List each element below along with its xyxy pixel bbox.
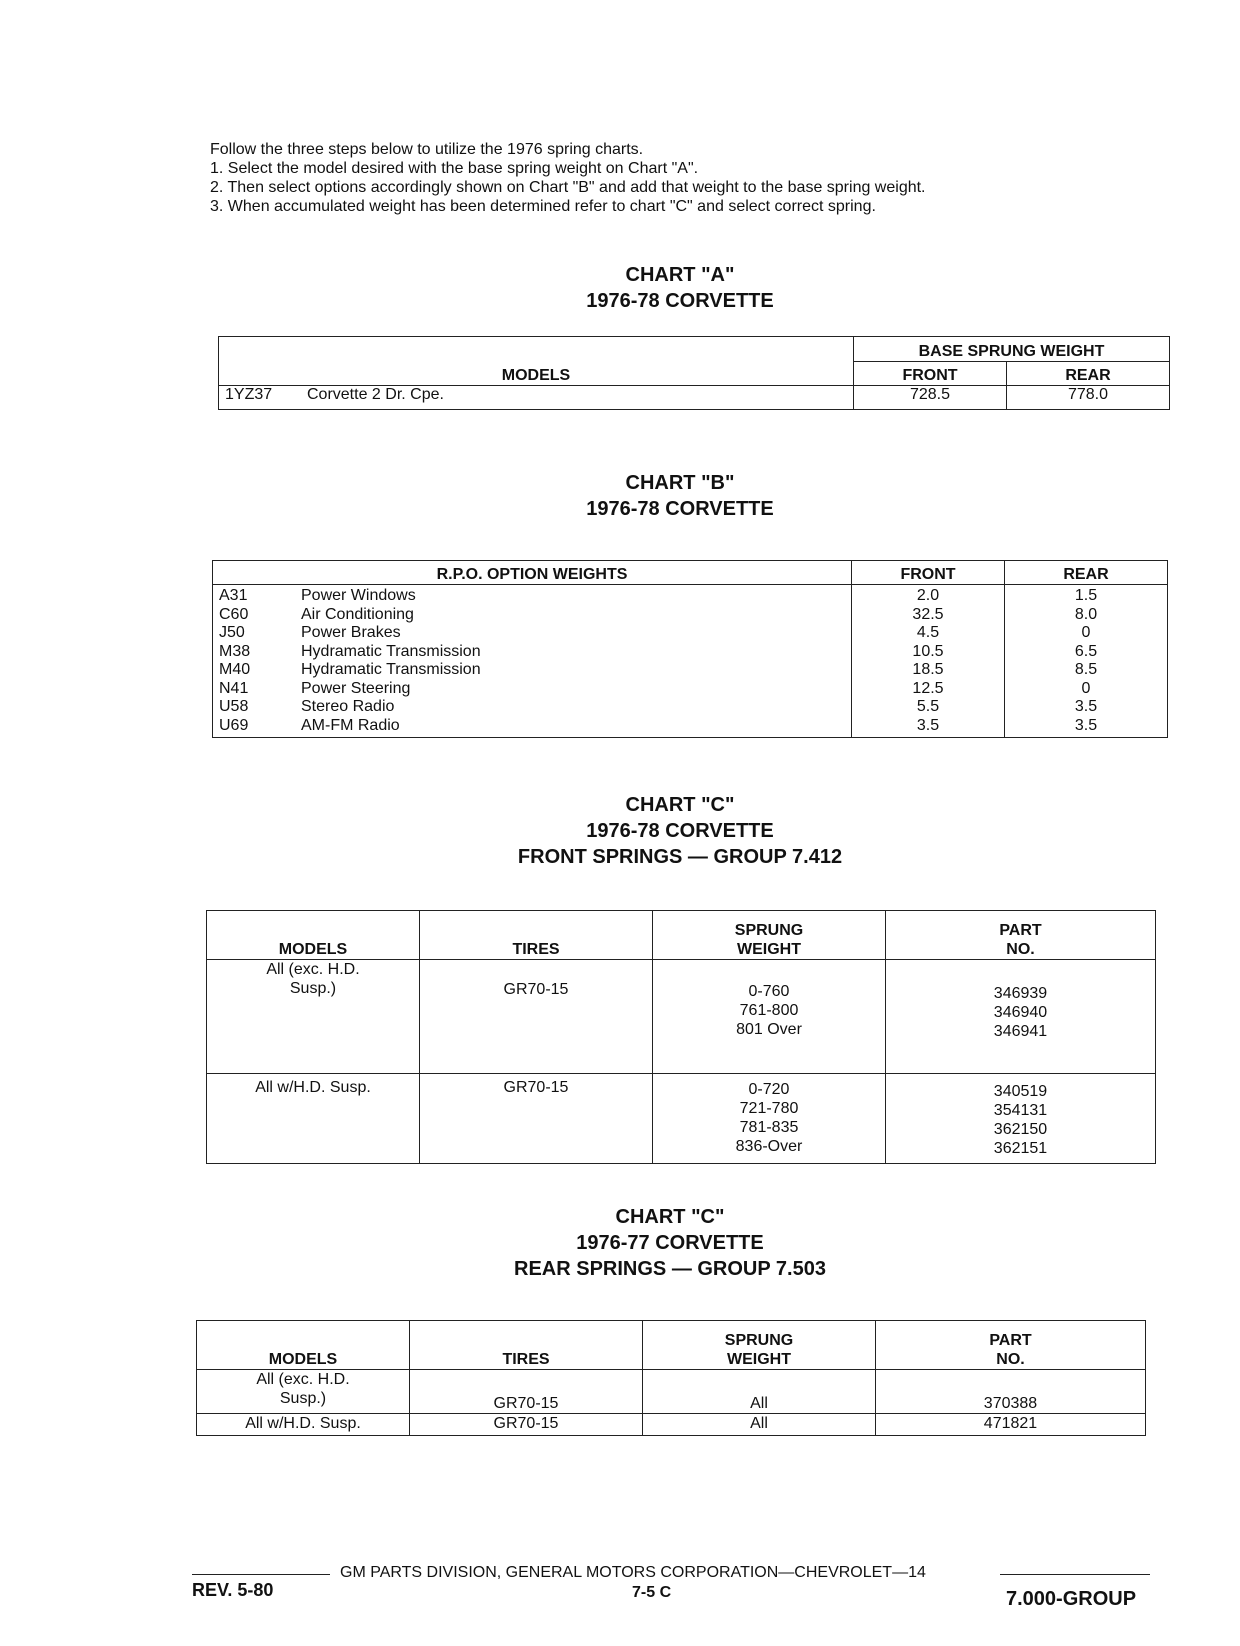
table-row — [197, 1370, 1146, 1414]
chart-c-rear-table — [196, 1320, 1146, 1436]
part-number: 346939 — [993, 985, 1048, 1002]
header-line: SPRUNG — [724, 1332, 794, 1349]
option-code: M40 — [219, 661, 251, 678]
sprung-weight-header — [643, 1321, 876, 1370]
option-code: U58 — [219, 698, 249, 715]
model-cell — [197, 1370, 410, 1414]
weight-cell: All — [643, 1414, 876, 1436]
tires-header: TIRES — [410, 1321, 643, 1370]
model-line: Susp.) — [289, 980, 337, 997]
model-code: 1YZ37 — [219, 386, 302, 410]
chart-b-table — [212, 560, 1168, 738]
rear-weight: 8.5 — [1074, 661, 1098, 678]
rear-header: REAR — [1005, 561, 1168, 585]
rear-weight: 3.5 — [1074, 716, 1098, 734]
table-row — [197, 1414, 1146, 1436]
rear-weights — [1005, 585, 1168, 738]
rear-weight: 1.5 — [1074, 587, 1098, 604]
front-weights — [852, 585, 1005, 738]
front-weight: 18.5 — [912, 661, 944, 678]
front-weight: 10.5 — [912, 642, 944, 660]
part-number: 340519 — [993, 1083, 1048, 1100]
part-number: 362151 — [993, 1140, 1048, 1157]
chart-c-rear-heading — [450, 1204, 890, 1282]
weight-cell: All — [643, 1370, 876, 1414]
weight-value: 836-Over — [735, 1138, 803, 1155]
chart-c-front-group: FRONT SPRINGS — GROUP 7.412 — [517, 846, 843, 868]
option-code: C60 — [219, 605, 249, 623]
front-header: FRONT — [852, 561, 1005, 585]
option-code: M38 — [219, 642, 251, 660]
rear-weight: 6.5 — [1074, 642, 1098, 660]
part-no-header — [886, 911, 1156, 960]
part-number: 354131 — [993, 1102, 1048, 1119]
header-line: WEIGHT — [737, 941, 801, 958]
front-weight: 728.5 — [854, 386, 1007, 410]
model-cell: All w/H.D. Susp. — [197, 1414, 410, 1436]
instructions — [210, 140, 926, 216]
tires-cell: GR70-15 — [410, 1414, 643, 1436]
part-cell: 471821 — [876, 1414, 1146, 1436]
models-header: MODELS — [197, 1321, 410, 1370]
option-name: Hydramatic Transmission — [301, 642, 481, 660]
part-cell: 370388 — [876, 1370, 1146, 1414]
chart-b-heading — [520, 470, 840, 522]
chart-c-front-heading — [460, 792, 900, 870]
part-number: 346940 — [993, 1004, 1048, 1021]
chart-a-title: CHART "A" — [625, 264, 735, 286]
tires-cell: GR70-15 — [420, 960, 653, 1074]
front-weight: 2.0 — [916, 587, 940, 604]
part-number: 362150 — [993, 1121, 1048, 1138]
instructions-lead: Follow the three steps below to utilize the 1976 spring charts. — [210, 141, 644, 158]
instruction-step: 1. Select the model desired with the base spring weight on Chart "A". — [210, 160, 699, 177]
option-codes — [213, 585, 296, 738]
chart-a-table — [218, 336, 1170, 410]
footer-division: GM PARTS DIVISION, GENERAL MOTORS CORPORATION—CHEVROLET—14 — [340, 1564, 926, 1581]
tires-cell: GR70-15 — [410, 1370, 643, 1414]
chart-c-front-subtitle: 1976-78 CORVETTE — [586, 820, 774, 842]
weight-value: 0-760 — [748, 983, 790, 1000]
footer-rule-right — [1000, 1574, 1150, 1575]
model-line: All (exc. H.D. — [266, 961, 360, 978]
options-header: R.P.O. OPTION WEIGHTS — [213, 561, 852, 585]
instruction-step: 2. Then select options accordingly shown on Chart "B" and add that weight to the base spring weight. — [210, 179, 926, 196]
option-code: J50 — [219, 624, 245, 641]
chart-a-subtitle: 1976-78 CORVETTE — [586, 290, 774, 312]
part-cell — [886, 1074, 1156, 1164]
chart-c-front-table — [206, 910, 1156, 1164]
option-name: AM-FM Radio — [301, 716, 400, 734]
header-line: PART — [999, 922, 1042, 939]
base-weight-header: BASE SPRUNG WEIGHT — [854, 337, 1170, 362]
models-header: MODELS — [219, 337, 854, 386]
model-line: All (exc. H.D. — [256, 1371, 350, 1388]
part-no-header — [876, 1321, 1146, 1370]
tires-header: TIRES — [420, 911, 653, 960]
model-name: Corvette 2 Dr. Cpe. — [301, 386, 854, 410]
option-code: N41 — [219, 679, 249, 697]
front-weight: 3.5 — [916, 716, 940, 734]
chart-b-subtitle: 1976-78 CORVETTE — [586, 498, 774, 520]
rear-weight: 0 — [1081, 679, 1091, 697]
option-name: Power Windows — [301, 587, 416, 604]
part-cell — [886, 960, 1156, 1074]
option-name: Air Conditioning — [301, 605, 414, 623]
table-row — [207, 1074, 1156, 1164]
table-row — [207, 960, 1156, 1074]
header-line: NO. — [1006, 941, 1035, 958]
part-number: 346941 — [993, 1023, 1048, 1040]
header-line: WEIGHT — [727, 1351, 791, 1368]
header-line: SPRUNG — [734, 922, 804, 939]
rear-weight: 8.0 — [1074, 605, 1098, 623]
footer-revision: REV. 5-80 — [192, 1580, 274, 1600]
model-line: Susp.) — [279, 1390, 327, 1407]
chart-a-heading — [520, 262, 840, 314]
option-code: U69 — [219, 716, 249, 734]
weight-cell — [653, 960, 886, 1074]
model-line: All w/H.D. Susp. — [255, 1079, 371, 1096]
sprung-weight-header — [653, 911, 886, 960]
instruction-step: 3. When accumulated weight has been determined refer to chart "C" and select correct spring. — [210, 198, 876, 215]
chart-b-title: CHART "B" — [625, 472, 735, 494]
option-name: Power Brakes — [301, 624, 401, 641]
front-weight: 12.5 — [912, 679, 944, 697]
option-name: Power Steering — [301, 679, 411, 697]
option-name: Stereo Radio — [301, 698, 395, 715]
weight-value: 781-835 — [739, 1119, 799, 1136]
rear-weight: 778.0 — [1007, 386, 1170, 410]
chart-c-front-title: CHART "C" — [625, 794, 735, 816]
model-cell — [207, 960, 420, 1074]
front-weight: 5.5 — [916, 698, 940, 715]
rear-weight: 3.5 — [1074, 698, 1098, 715]
option-names — [295, 585, 852, 738]
option-code: A31 — [219, 587, 248, 604]
rear-weight: 0 — [1081, 624, 1091, 641]
header-line: PART — [989, 1332, 1032, 1349]
weight-value: 0-720 — [748, 1081, 790, 1098]
model-cell — [207, 1074, 420, 1164]
footer-page-number: 7-5 C — [632, 1584, 672, 1601]
footer-group: 7.000-GROUP — [1006, 1588, 1137, 1610]
tires-cell: GR70-15 — [420, 1074, 653, 1164]
front-weight: 32.5 — [912, 605, 944, 623]
models-header: MODELS — [207, 911, 420, 960]
header-line: NO. — [996, 1351, 1025, 1368]
front-weight: 4.5 — [916, 624, 940, 641]
chart-c-rear-subtitle: 1976-77 CORVETTE — [576, 1232, 764, 1254]
weight-value: 721-780 — [739, 1100, 799, 1117]
weight-value: 801 Over — [736, 1021, 802, 1038]
chart-c-rear-group: REAR SPRINGS — GROUP 7.503 — [514, 1258, 826, 1280]
chart-c-rear-title: CHART "C" — [615, 1206, 725, 1228]
weight-value: 761-800 — [739, 1002, 799, 1019]
weight-cell — [653, 1074, 886, 1164]
rear-header: REAR — [1007, 361, 1170, 386]
footer-rule-left — [192, 1574, 330, 1575]
front-header: FRONT — [854, 361, 1007, 386]
option-name: Hydramatic Transmission — [301, 661, 481, 678]
